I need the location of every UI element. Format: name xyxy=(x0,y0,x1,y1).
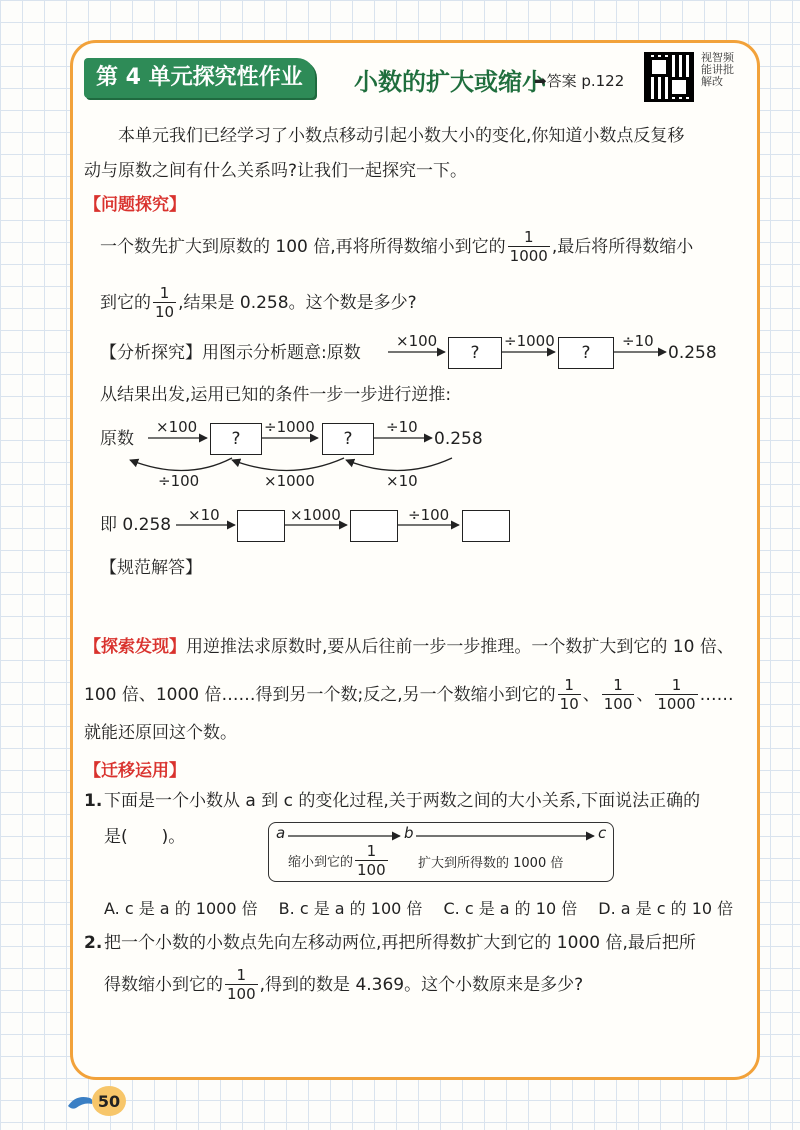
denominator: 100 xyxy=(603,695,633,713)
q2-text: 得数缩小到它的 xyxy=(104,974,223,995)
fraction xyxy=(655,676,697,713)
question-number: 2. xyxy=(84,933,103,953)
result-value: 0.258 xyxy=(434,429,483,449)
unknown-box: ? xyxy=(558,337,614,369)
op-label: ÷10 xyxy=(622,332,654,350)
discovery-tag: 【探索发现】 xyxy=(84,637,186,657)
answer-box[interactable] xyxy=(462,510,510,542)
reverse-intro: 从结果出发,运用已知的条件一步一步进行逆推: xyxy=(100,385,452,405)
numerator: 1 xyxy=(564,676,574,694)
discovery-line-2 xyxy=(84,676,734,713)
separator: 、 xyxy=(582,684,600,705)
denominator: 10 xyxy=(559,695,579,713)
analysis-label: 【分析探究】用图示分析题意:原数 xyxy=(100,343,361,363)
denominator: 100 xyxy=(357,861,386,879)
discovery-text: 100 倍、1000 倍……得到另一个数;反之,另一个数缩小到它的 xyxy=(84,684,556,705)
numerator: 1 xyxy=(366,842,377,860)
separator: 、 xyxy=(636,684,654,705)
intro-line-2: 动与原数之间有什么关系吗?让我们一起探究一下。 xyxy=(84,161,468,181)
denominator: 100 xyxy=(227,985,256,1003)
numerator: 1 xyxy=(236,966,247,984)
numerator: 1 xyxy=(523,228,534,246)
q2-line-2 xyxy=(104,966,583,1003)
answer-reference: ➡答案 p.122 xyxy=(534,72,625,90)
var-b: b xyxy=(404,824,414,842)
intro-line-1: 本单元我们已经学习了小数点移动引起小数大小的变化,你知道小数点反复移 xyxy=(118,126,685,146)
op-label: ×1000 xyxy=(290,506,341,524)
denominator: 10 xyxy=(155,303,175,321)
op-label: ÷1000 xyxy=(504,332,555,350)
back-op-label: ×10 xyxy=(386,472,418,490)
problem-text-d: ,结果是 0.258。这个数是多少? xyxy=(178,292,417,313)
answer-tag: 【规范解答】 xyxy=(100,558,202,578)
back-op-label: ÷100 xyxy=(158,472,200,490)
problem-text-b: ,最后将所得数缩小 xyxy=(551,236,694,257)
denominator: 1000 xyxy=(657,695,696,713)
step-text: 缩小到它的 xyxy=(288,855,354,870)
numerator: 1 xyxy=(671,676,682,694)
qr-label: 视智频能讲批解改 xyxy=(701,51,734,88)
problem-tag: 【问题探究】 xyxy=(84,195,186,215)
q1-line-2: 是( )。 xyxy=(104,827,186,847)
unknown-box: ? xyxy=(322,423,374,455)
fraction xyxy=(558,676,581,713)
fraction xyxy=(355,842,388,879)
q2-line-1: 把一个小数的小数点先向左移动两位,再把所得数扩大到它的 1000 倍,最后把所 xyxy=(104,933,696,953)
unknown-box: ? xyxy=(210,423,262,455)
back-arrow xyxy=(232,458,344,471)
answer-box[interactable] xyxy=(350,510,398,542)
question-number: 1. xyxy=(84,791,103,811)
fraction xyxy=(225,966,258,1003)
q1-options[interactable]: A. c 是 a 的 1000 倍 B. c 是 a 的 100 倍 C. c 是 a 的 10 倍 D. a 是 c 的 10 倍 xyxy=(104,899,734,918)
discovery-text: 用逆推法求原数时,要从后往前一步一步推理。一个数扩大到它的 10 倍、 xyxy=(186,637,734,657)
op-label: ×10 xyxy=(188,506,220,524)
q1-line-1: 下面是一个小数从 a 到 c 的变化过程,关于两数之间的大小关系,下面说法正确的 xyxy=(104,791,701,811)
solve-prefix: 即 0.258 xyxy=(100,515,172,535)
page-number: 50 xyxy=(92,1086,126,1116)
discovery-line-1 xyxy=(84,634,734,660)
process-step-1 xyxy=(288,842,390,879)
answer-box[interactable] xyxy=(237,510,285,542)
unknown-box: ? xyxy=(448,337,502,369)
problem-text-a: 一个数先扩大到原数的 100 倍,再将所得数缩小到它的 xyxy=(100,236,506,257)
denominator: 1000 xyxy=(509,247,548,265)
process-step-2: 扩大到所得数的 1000 倍 xyxy=(418,856,564,871)
discovery-line-3: 就能还原回这个数。 xyxy=(84,723,237,743)
result-value: 0.258 xyxy=(668,343,717,363)
numerator: 1 xyxy=(613,676,623,694)
origin-label: 原数 xyxy=(100,429,134,449)
q2-text: ,得到的数是 4.369。这个小数原来是多少? xyxy=(259,974,584,995)
back-arrow xyxy=(130,458,232,471)
fraction xyxy=(602,676,635,713)
op-label: ÷100 xyxy=(408,506,450,524)
unit-badge: 第 4 单元探究性作业 xyxy=(84,58,315,98)
problem-text-c: 到它的 xyxy=(100,292,151,313)
topic-title: 小数的扩大或缩小 xyxy=(354,68,546,96)
back-arrow xyxy=(346,458,452,471)
transfer-tag: 【迁移运用】 xyxy=(84,761,186,781)
op-label: ×100 xyxy=(156,418,198,436)
op-label: ×100 xyxy=(396,332,438,350)
numerator: 1 xyxy=(159,284,170,302)
op-label: ÷10 xyxy=(386,418,418,436)
var-a: a xyxy=(276,824,286,842)
ellipsis: …… xyxy=(699,684,734,705)
op-label: ÷1000 xyxy=(264,418,315,436)
back-op-label: ×1000 xyxy=(264,472,315,490)
var-c: c xyxy=(598,824,607,842)
